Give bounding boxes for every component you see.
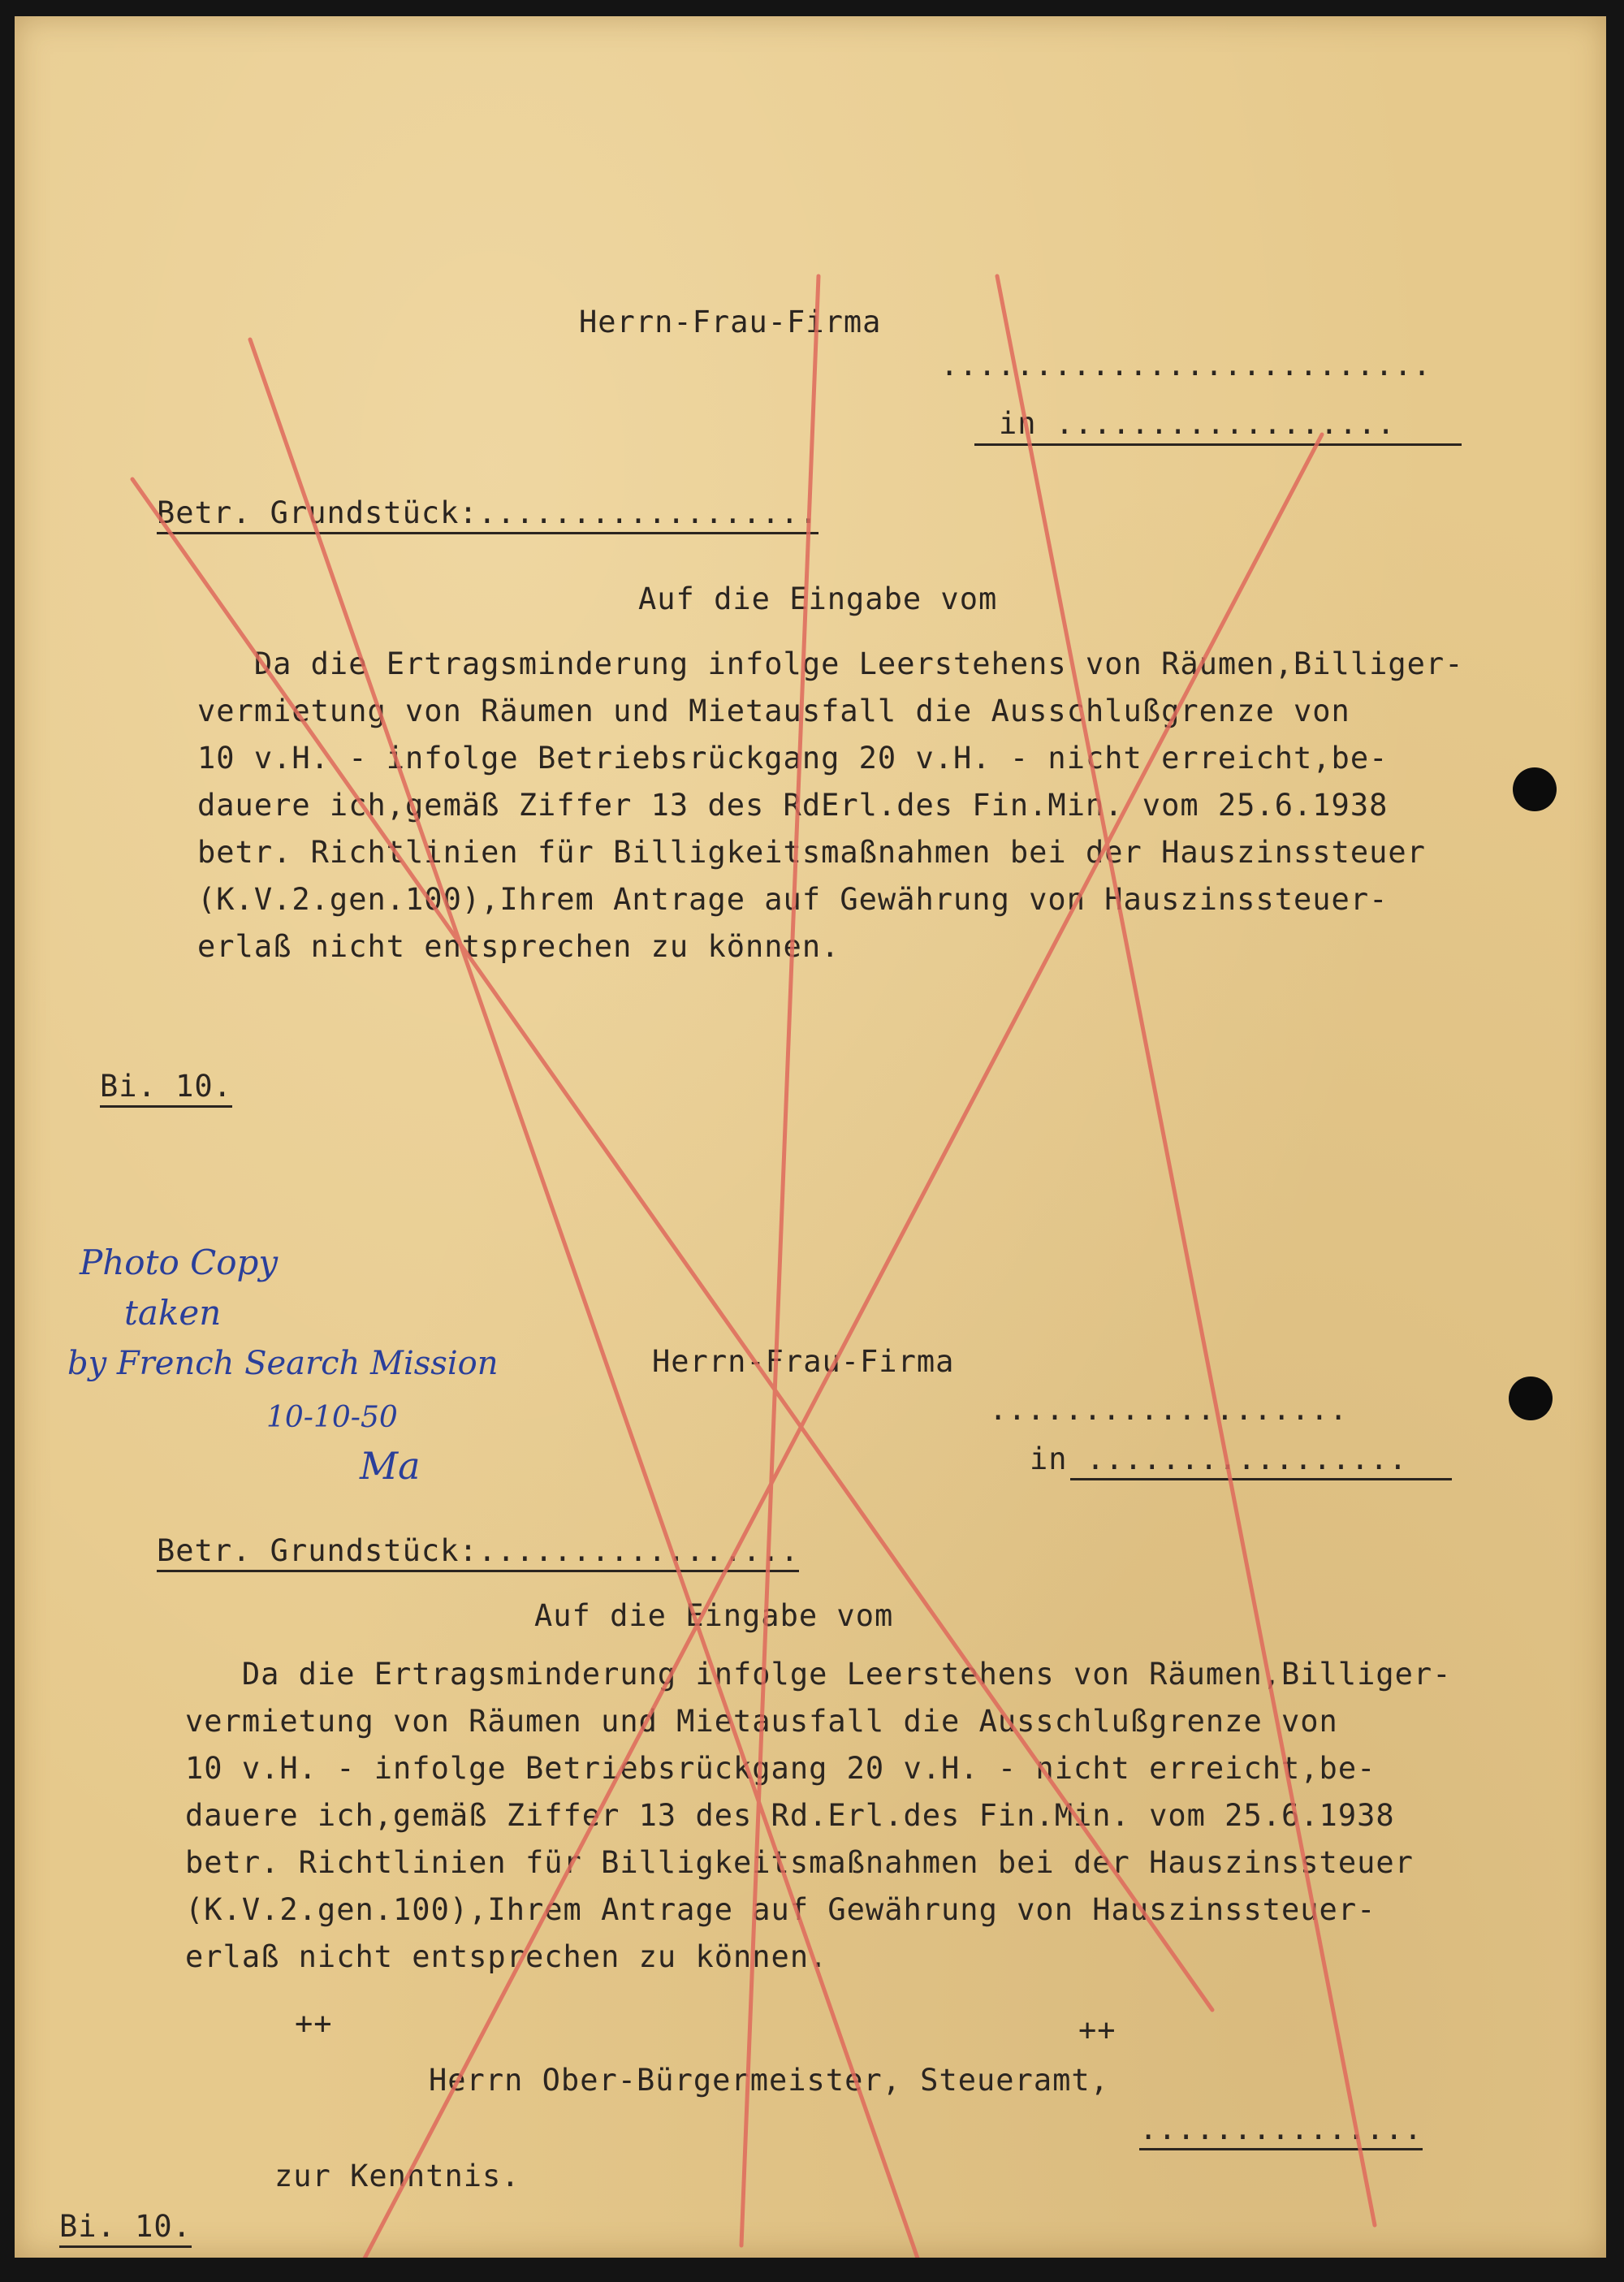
addressee-line: Herrn Ober-Bürgermeister, Steueramt, bbox=[429, 2063, 1109, 2098]
bottom-body-line: (K.V.2.gen.100),Ihrem Antrage auf Gewährung von Hauszinssteuer- bbox=[185, 1892, 1376, 1927]
top-dots-line: .......................... bbox=[940, 348, 1432, 382]
bottom-body-line: betr. Richtlinien für Billigkeitsmaßnahmen bei der Hauszinssteuer bbox=[185, 1845, 1414, 1880]
red-cancellation-strokes bbox=[15, 16, 1606, 2258]
top-body-line: (K.V.2.gen.100),Ihrem Antrage auf Gewährung von Hauszinssteuer- bbox=[197, 882, 1389, 917]
bottom-body-line: Da die Ertragsminderung infolge Leerstehens von Räumen,Billiger- bbox=[185, 1657, 1452, 1692]
top-body-line: dauere ich,gemäß Ziffer 13 des RdErl.des Fin.Min. vom 25.6.1938 bbox=[197, 788, 1389, 823]
handwritten-line: by French Search Mission bbox=[67, 1345, 499, 1382]
handwritten-line: Photo Copy bbox=[80, 1243, 279, 1282]
bottom-body-line: 10 v.H. - infolge Betriebsrückgang 20 v.H. - nicht erreicht,be- bbox=[185, 1751, 1376, 1786]
red-stroke bbox=[132, 479, 1212, 2010]
red-stroke bbox=[250, 339, 922, 2258]
bottom-body-line: vermietung von Räumen und Mietausfall die Ausschlußgrenze von bbox=[185, 1704, 1338, 1739]
bottom-dots-line: ................... bbox=[989, 1392, 1349, 1427]
handwritten-line: 10-10-50 bbox=[266, 1401, 398, 1434]
red-stroke bbox=[741, 276, 818, 2245]
bottom-salutation: Herrn-Frau-Firma bbox=[652, 1344, 955, 1379]
cross-mark-left: ++ bbox=[295, 2006, 333, 2041]
top-in-line: in .................. bbox=[999, 406, 1396, 441]
top-betr-line: Betr. Grundstück:.................. bbox=[157, 495, 818, 534]
bottom-in-line: in ................. bbox=[1030, 1441, 1408, 1476]
top-body-line: vermietung von Räumen und Mietausfall die Ausschlußgrenze von bbox=[197, 694, 1350, 728]
bottom-body-line: erlaß nicht entsprechen zu können. bbox=[185, 1939, 828, 1974]
addressee-dots: ............... bbox=[1139, 2111, 1423, 2150]
top-ref: Bi. 10. bbox=[100, 1069, 232, 1108]
bottom-body-line: dauere ich,gemäß Ziffer 13 des Rd.Erl.des Fin.Min. vom 25.6.1938 bbox=[185, 1798, 1395, 1833]
top-body-line: erlaß nicht entsprechen zu können. bbox=[197, 929, 840, 964]
red-stroke bbox=[339, 434, 1322, 2258]
cross-mark-right: ++ bbox=[1078, 2012, 1116, 2047]
top-body-line: 10 v.H. - infolge Betriebsrückgang 20 v.H. - nicht erreicht,be- bbox=[197, 741, 1389, 776]
kenntnis-line: zur Kenntnis. bbox=[274, 2159, 520, 2193]
red-stroke bbox=[997, 276, 1375, 2225]
document-page bbox=[15, 16, 1606, 2258]
bottom-ref: Bi. 10. bbox=[59, 2209, 192, 2248]
punch-hole bbox=[1509, 1377, 1553, 1420]
top-body-line: betr. Richtlinien für Billigkeitsmaßnahmen bei der Hauszinssteuer bbox=[197, 835, 1426, 870]
top-eingabe: Auf die Eingabe vom bbox=[638, 581, 998, 616]
handwritten-initials: Ma bbox=[360, 1444, 421, 1488]
bottom-betr-line: Betr. Grundstück:................. bbox=[157, 1533, 799, 1572]
top-salutation: Herrn-Frau-Firma bbox=[579, 305, 882, 339]
bottom-eingabe: Auf die Eingabe vom bbox=[534, 1598, 894, 1633]
top-body-line: Da die Ertragsminderung infolge Leerstehens von Räumen,Billiger- bbox=[197, 646, 1464, 681]
punch-hole bbox=[1513, 767, 1557, 811]
handwritten-line: taken bbox=[124, 1293, 222, 1333]
